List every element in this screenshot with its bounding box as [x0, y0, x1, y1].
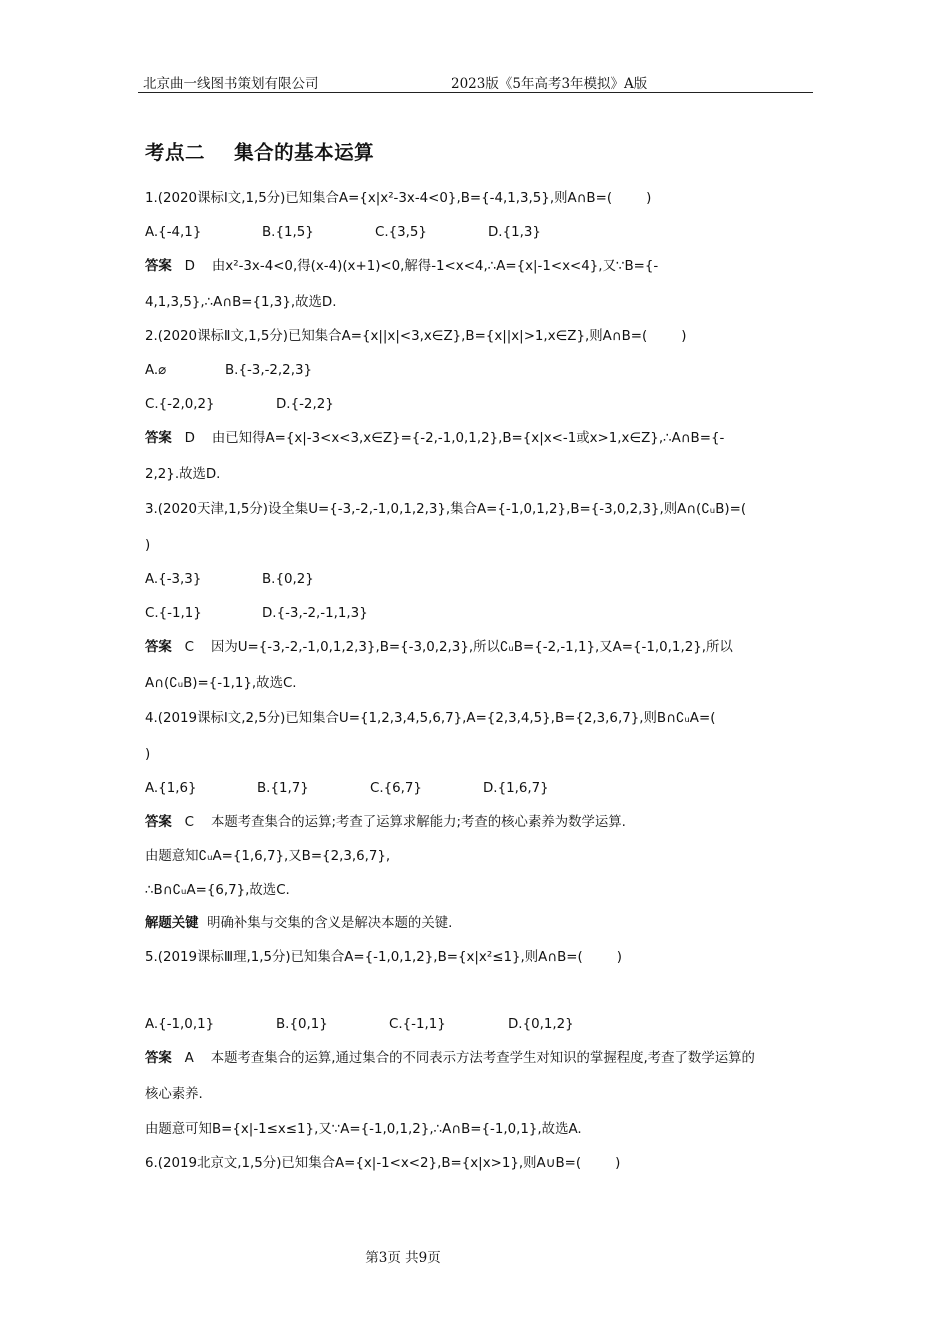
- q4-key-point: [145, 915, 452, 933]
- q2-option-c: C.{-2,0,2}: [145, 397, 215, 412]
- section-title: 考点二 集合的基本运算: [145, 141, 375, 164]
- q5-answer-conclusion: 由题意可知B={x|-1≤x≤1},又∵A={-1,0,1,2},∴A∩B={-1,0,1},故选A.: [145, 1122, 582, 1137]
- header-book-title: 2023版《5年高考3年模拟》A版: [451, 76, 648, 92]
- answer-label: 答案: [145, 431, 172, 446]
- page-number: 第3页 共9页: [365, 1250, 441, 1266]
- answer-label: 答案: [145, 259, 172, 274]
- page-header: [143, 72, 813, 92]
- q2-option-b: B.{-3,-2,2,3}: [225, 363, 312, 378]
- q3-answer-continued: A∩(∁ᵤB)={-1,1},故选C.: [145, 676, 297, 691]
- q1-answer-text: D 由x²-3x-4<0,得(x-4)(x+1)<0,解得-1<x<4,∴A={x|-1<x<4},又∵B={-: [184, 259, 659, 274]
- answer-label: 答案: [145, 1051, 172, 1066]
- q5-answer-text: A 本题考查集合的运算,通过集合的不同表示方法考查学生对知识的掌握程度,考查了数学运算的: [184, 1051, 755, 1066]
- q3-option-a: A.{-3,3}: [145, 572, 202, 587]
- q5-option-b: B.{0,1}: [276, 1017, 328, 1032]
- q3-option-b: B.{0,2}: [262, 572, 314, 587]
- q5-answer: [145, 1050, 755, 1068]
- answer-label: 答案: [145, 815, 172, 830]
- q4-answer-continued: 由题意知∁ᵤA={1,6,7},又B={2,3,6,7},: [145, 849, 391, 864]
- q3-option-c: C.{-1,1}: [145, 606, 202, 621]
- q3-stem: 3.(2020天津,1,5分)设全集U={-3,-2,-1,0,1,2,3},集合A={-1,0,1,2},B={-3,0,2,3},则A∩(∁ᵤB)=(: [145, 502, 747, 517]
- q3-stem-continued: ): [145, 538, 151, 553]
- q1-option-b: B.{1,5}: [262, 225, 314, 240]
- q1-answer-continued: 4,1,3,5},∴A∩B={1,3},故选D.: [145, 295, 337, 310]
- q4-option-c: C.{6,7}: [370, 781, 422, 796]
- q2-answer-continued: 2,2}.故选D.: [145, 467, 221, 482]
- key-label: 解题关键: [145, 916, 199, 931]
- answer-label: 答案: [145, 640, 172, 655]
- q5-stem: 5.(2019课标Ⅲ理,1,5分)已知集合A={-1,0,1,2},B={x|x²≤1},则A∩B=( ): [145, 950, 622, 965]
- q4-answer-text: C 本题考查集合的运算;考查了运算求解能力;考查的核心素养为数学运算.: [184, 815, 626, 830]
- q2-stem: 2.(2020课标Ⅱ文,1,5分)已知集合A={x||x|<3,x∈Z},B={x||x|>1,x∈Z},则A∩B=( ): [145, 329, 687, 344]
- q4-answer-conclusion: ∴B∩∁ᵤA={6,7},故选C.: [145, 883, 290, 898]
- q6-stem: 6.(2019北京文,1,5分)已知集合A={x|-1<x<2},B={x|x>1},则A∪B=( ): [145, 1156, 621, 1171]
- q4-key-text: 明确补集与交集的含义是解决本题的关键.: [207, 916, 453, 931]
- q4-stem: 4.(2019课标Ⅰ文,2,5分)已知集合U={1,2,3,4,5,6,7},A={2,3,4,5},B={2,3,6,7},则B∩∁ᵤA=(: [145, 711, 716, 726]
- q4-stem-continued: ): [145, 747, 151, 762]
- q1-option-a: A.{-4,1}: [145, 225, 202, 240]
- q2-option-a: A.⌀: [145, 363, 167, 378]
- q4-option-a: A.{1,6}: [145, 781, 197, 796]
- q4-option-b: B.{1,7}: [257, 781, 309, 796]
- header-publisher: 北京曲一线图书策划有限公司: [143, 76, 319, 92]
- q3-answer: [145, 639, 733, 657]
- q5-option-d: D.{0,1,2}: [508, 1017, 574, 1032]
- q5-option-c: C.{-1,1}: [389, 1017, 446, 1032]
- q2-option-d: D.{-2,2}: [276, 397, 334, 412]
- q4-option-d: D.{1,6,7}: [483, 781, 549, 796]
- q4-answer: [145, 814, 626, 832]
- header-divider: [138, 92, 813, 93]
- q2-answer: [145, 430, 724, 448]
- q3-option-d: D.{-3,-2,-1,1,3}: [262, 606, 368, 621]
- q2-answer-text: D 由已知得A={x|-3<x<3,x∈Z}={-2,-1,0,1,2},B={x|x<-1或x>1,x∈Z},∴A∩B={-: [184, 431, 725, 446]
- q1-option-c: C.{3,5}: [375, 225, 427, 240]
- q1-stem: 1.(2020课标Ⅰ文,1,5分)已知集合A={x|x²-3x-4<0},B={-4,1,3,5},则A∩B=( ): [145, 191, 652, 206]
- q1-option-d: D.{1,3}: [488, 225, 541, 240]
- q3-answer-text: C 因为U={-3,-2,-1,0,1,2,3},B={-3,0,2,3},所以∁ᵤB={-2,-1,1},又A={-1,0,1,2},所以: [184, 640, 733, 655]
- q5-option-a: A.{-1,0,1}: [145, 1017, 215, 1032]
- q5-answer-continued: 核心素养.: [145, 1087, 203, 1102]
- q1-answer: [145, 258, 658, 276]
